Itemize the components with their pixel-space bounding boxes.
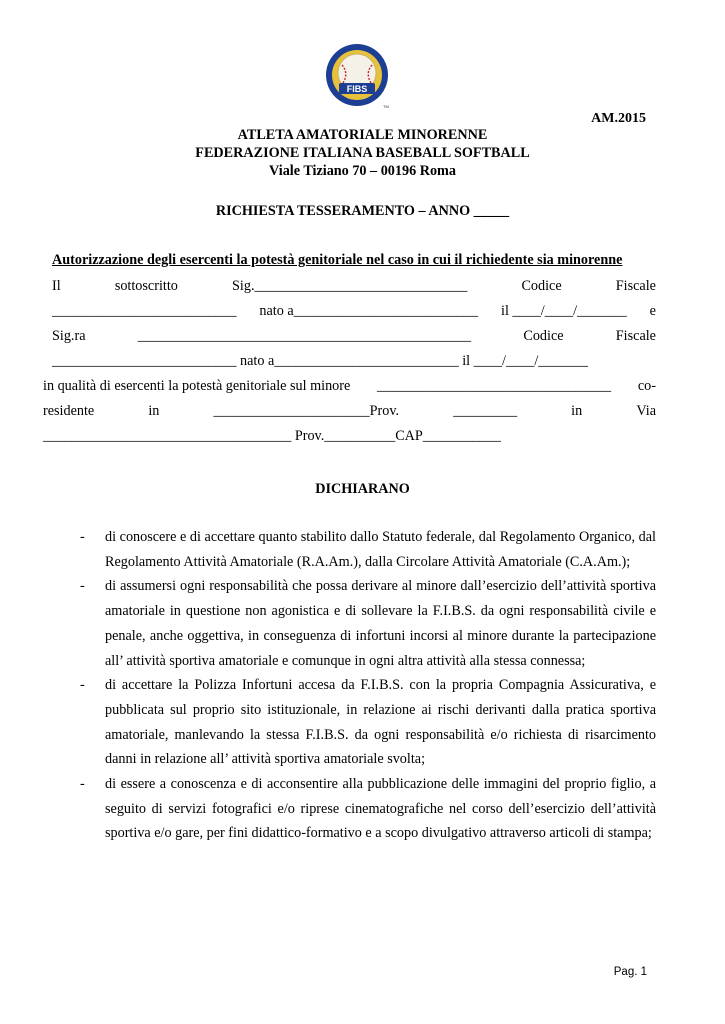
- father-name-field[interactable]: Sig.______________________________: [232, 278, 468, 294]
- father-birthplace-field[interactable]: nato a__________________________: [259, 303, 479, 319]
- header-line-3: Viale Tiziano 70 – 00196 Roma: [269, 163, 456, 179]
- form-row-3: Sig.ra _______________________________________________ Codice Fiscale: [52, 328, 656, 344]
- declare-title: DICHIARANO: [315, 481, 410, 497]
- residence-province-field[interactable]: _________: [453, 403, 518, 419]
- header-line-2: FEDERAZIONE ITALIANA BASEBALL SOFTBALL: [195, 145, 530, 161]
- logo-text: FIBS: [346, 84, 368, 94]
- fibs-logo: [325, 43, 391, 111]
- form-row-2: __________________________ nato a__________________________ il ____/____/_______ e: [52, 303, 656, 319]
- section-title: Autorizzazione degli esercenti la potestà genitoriale nel caso in cui il richiedente sia minorenne: [52, 252, 623, 268]
- mother-name-field[interactable]: _______________________________________________: [137, 328, 472, 344]
- page-number: Pag. 1: [613, 966, 647, 978]
- request-title: RICHIESTA TESSERAMENTO – ANNO _____: [215, 203, 510, 219]
- list-item: - di conoscere e di accettare quanto stabilito dallo Statuto federale, dal Regolamento Organico, dal Regolamento Attività Amatoriale (R.A.Am.), dalla Circolare Attività Amatoriale (C.A.Am.);: [80, 529, 656, 570]
- trademark-mark: TM: [383, 104, 389, 109]
- form-row-1: Il sottoscritto Sig.______________________________ Codice Fiscale: [52, 278, 656, 294]
- header-line-1: ATLETA AMATORIALE MINORENNE: [237, 127, 488, 143]
- form-row-7[interactable]: ___________________________________ Prov.__________CAP___________: [43, 428, 501, 444]
- form-row-6: residente in ______________________Prov. _________ in Via: [43, 403, 656, 419]
- minor-name-field[interactable]: _________________________________: [377, 378, 612, 394]
- form-row-4[interactable]: __________________________ nato a__________________________ il ____/____/_______: [52, 353, 588, 369]
- document-header: [0, 126, 725, 180]
- declaration-list: [80, 525, 656, 846]
- list-item: - di essere a conoscenza e di acconsentire alla pubblicazione delle immagini del proprio figlio, a seguito di servizi fotografici e/o riprese cinematografiche nel corso dell’esercizio dell’attività sportiva e/o gare, per fini didattico-formativo e a scopo divulgativo attraverso articoli di stampa;: [80, 776, 656, 842]
- residence-city-field[interactable]: ______________________Prov.: [213, 403, 400, 419]
- father-fiscal-code-field[interactable]: __________________________: [52, 303, 237, 319]
- form-row-5: in qualità di esercenti la potestà genitoriale sul minore _________________________________ co-: [43, 378, 656, 394]
- father-birthdate-field[interactable]: il ____/____/_______: [501, 303, 627, 319]
- list-item: - di assumersi ogni responsabilità che possa derivare al minore dall’esercizio dell’attività sportiva amatoriale in questione non agonistica e di sollevare la F.I.B.S. da ogni responsabilità civile e penale, anche oggettiva, in conseguenza di infortuni incorsi al minore durante la partecipazione all’ attività sportiva amatoriale e comunque in ogni altra attività alla stessa connessa;: [80, 578, 656, 669]
- list-item: - di accettare la Polizza Infortuni accesa da F.I.B.S. con la propria Compagnia Assicurativa, e pubblicata sul proprio sito istituzionale, in relazione ai rischi derivanti dalla pratica sportiva amatoriale, manlevando la stessa F.I.B.S. da ogni responsabilità e/o richiesta di risarcimento danni in relazione all’ attività sportiva amatoriale svolta;: [80, 677, 656, 768]
- document-code: AM.2015: [591, 111, 646, 126]
